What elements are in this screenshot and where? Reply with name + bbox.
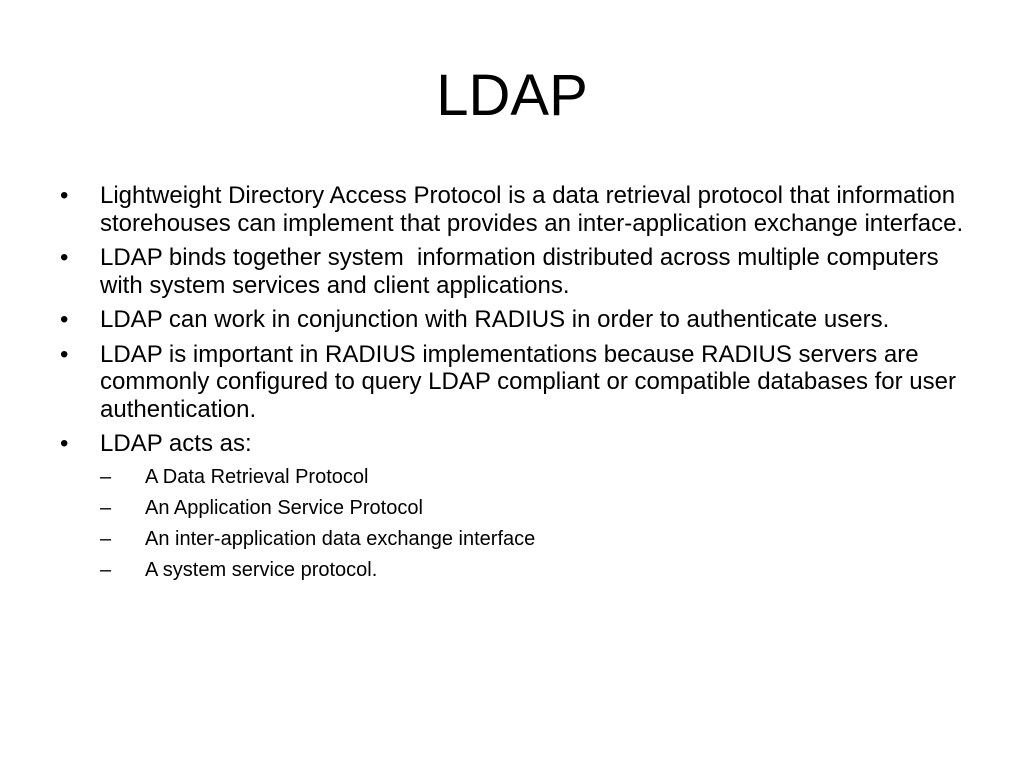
bullet-text: LDAP binds together system information distributed across multiple computers with system services and client applications.: [100, 244, 946, 299]
sub-bullet-marker: –: [100, 558, 112, 581]
bullet-item: [60, 430, 970, 458]
sub-bullet-text: A system service protocol.: [145, 558, 378, 581]
slide-title: LDAP: [436, 63, 588, 128]
sub-bullet-marker: –: [100, 465, 112, 488]
bullet-marker: •: [60, 244, 69, 271]
sub-bullet-item: [100, 558, 970, 582]
bullet-text: LDAP is important in RADIUS implementations because RADIUS servers are commonly configured to query LDAP compliant or compatible databases for user authentication.: [100, 340, 956, 423]
bullet-marker: •: [60, 306, 69, 333]
sub-bullet-text: An inter-application data exchange interface: [145, 527, 536, 550]
sub-bullet-marker: –: [100, 496, 112, 519]
sub-bullet-list: [100, 465, 970, 582]
sub-bullet-item: [100, 465, 970, 489]
bullet-text: LDAP acts as:: [100, 430, 252, 457]
bullet-item: [60, 244, 970, 299]
bullet-marker: •: [60, 182, 69, 209]
bullet-item: [60, 306, 970, 334]
bullet-marker: •: [60, 430, 69, 457]
bullet-text: LDAP can work in conjunction with RADIUS in order to authenticate users.: [100, 306, 890, 333]
sub-bullet-text: A Data Retrieval Protocol: [145, 465, 369, 488]
sub-bullet-text: An Application Service Protocol: [145, 496, 423, 519]
bullet-marker: •: [60, 340, 69, 368]
sub-bullet-item: [100, 527, 970, 551]
slide-body: [60, 182, 970, 589]
bullet-text: Lightweight Directory Access Protocol is a data retrieval protocol that information storehouses can implement that provides an inter-application exchange interface.: [100, 182, 964, 237]
sub-bullet-marker: –: [100, 527, 112, 550]
sub-bullet-item: [100, 496, 970, 520]
bullet-item: [60, 341, 970, 424]
bullet-item: [60, 182, 970, 237]
